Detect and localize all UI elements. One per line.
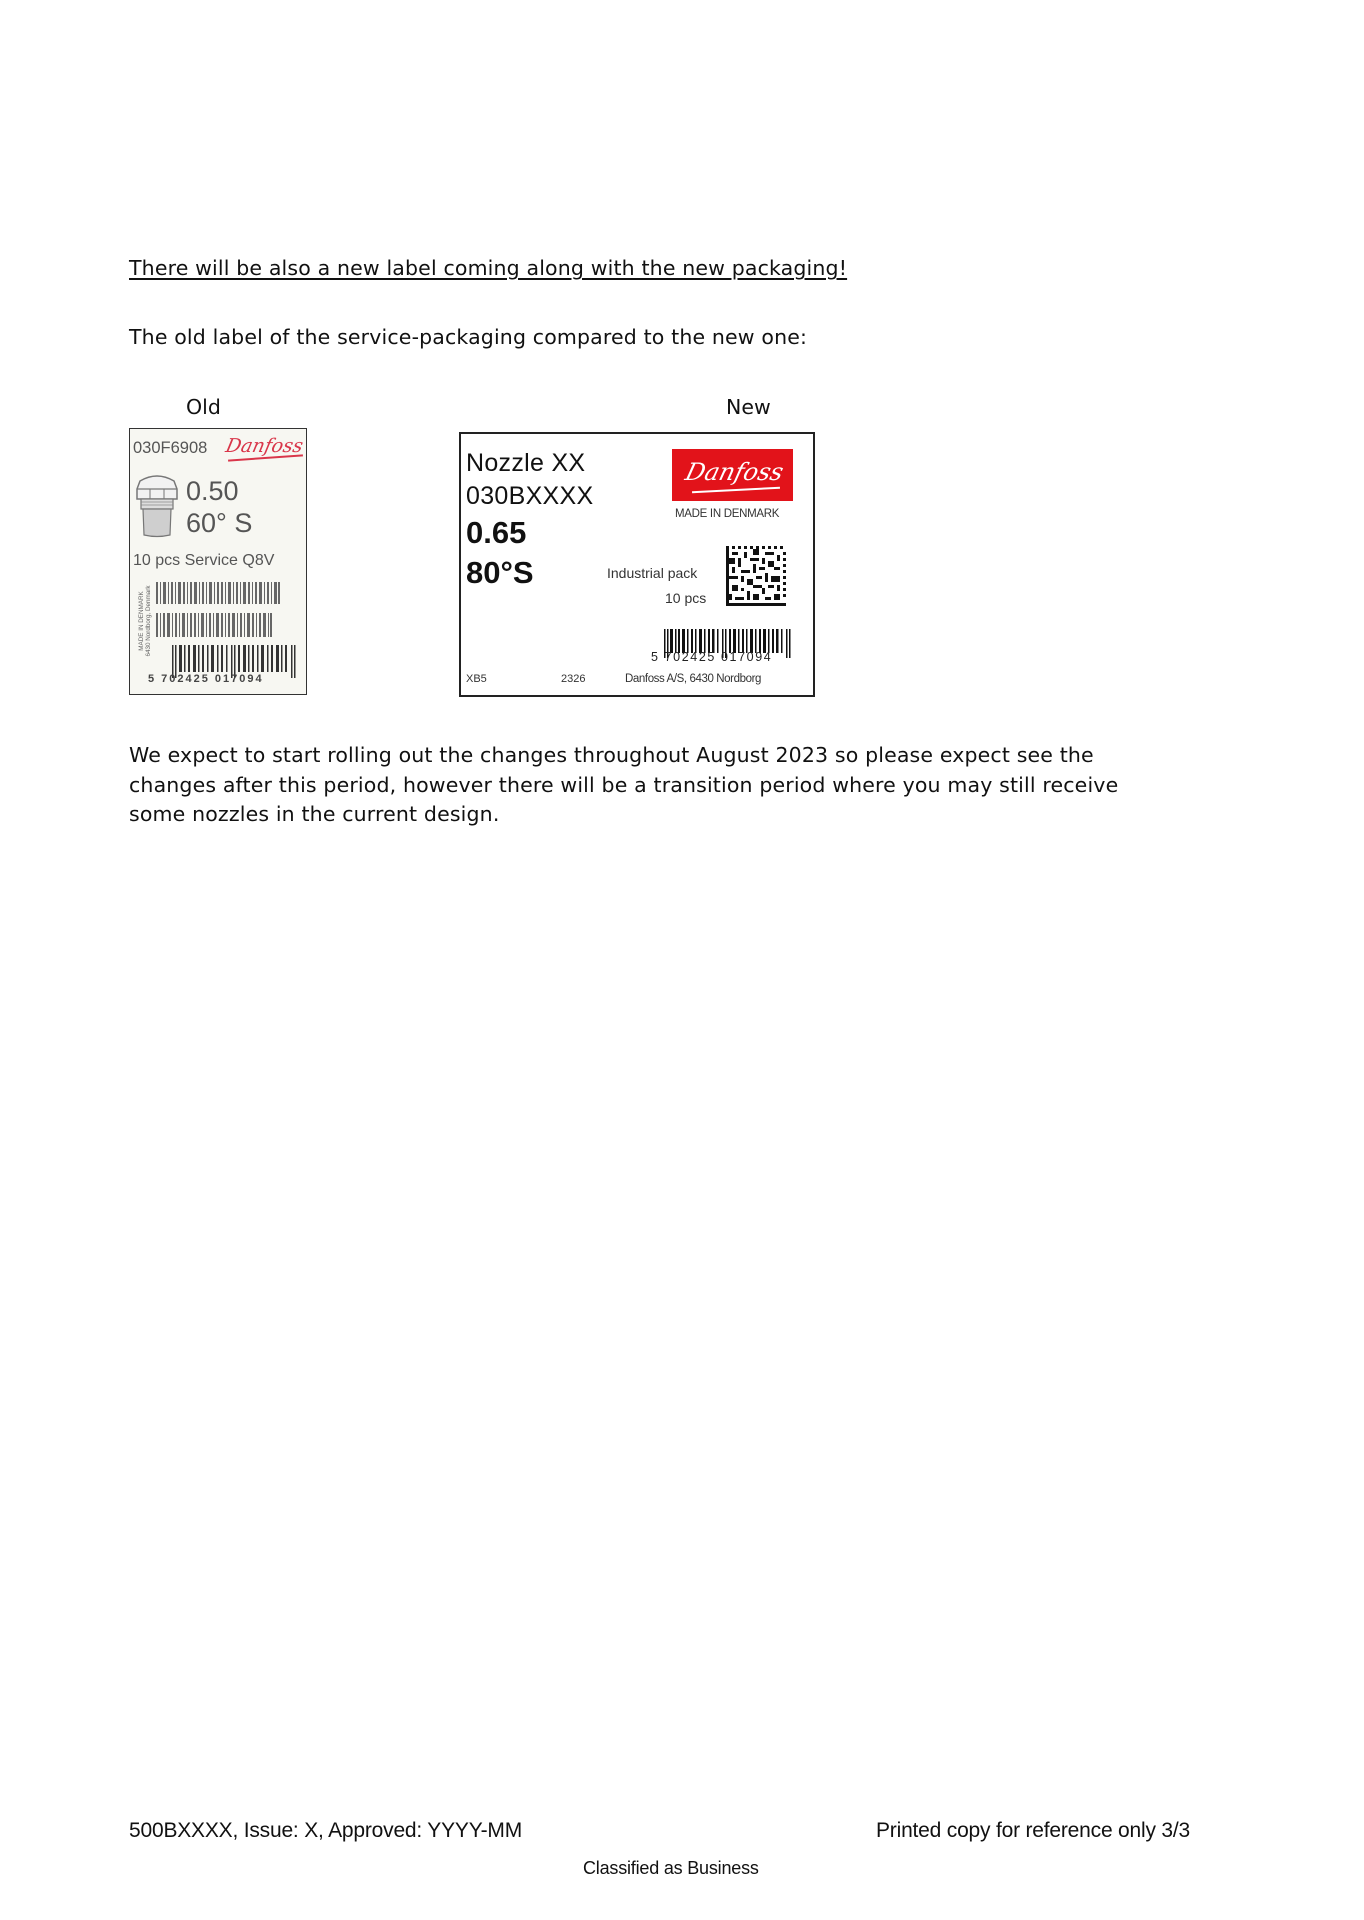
pack-quantity: 10 pcs [665, 590, 707, 606]
barcode-icon [156, 582, 280, 604]
pack-type: Industrial pack [607, 565, 698, 581]
brand-wordmark: Danfoss [682, 458, 787, 486]
barcode-icon [156, 613, 272, 637]
new-label-image [459, 432, 815, 697]
new-product-name: Nozzle XX [466, 449, 586, 477]
datamatrix-icon [726, 546, 786, 606]
danfoss-logo-new [672, 449, 793, 501]
footer-classification: Classified as Business [583, 1858, 759, 1878]
old-ean-number: 5 702425 017094 [148, 673, 264, 685]
year-week: 2326 [561, 673, 586, 685]
new-label-caption: New [726, 395, 771, 419]
old-flow-rate: 0.50 [186, 476, 239, 506]
danfoss-logo-old: Danfoss [223, 435, 306, 457]
paragraph-line: some nozzles in the current design. [129, 802, 500, 827]
new-ean-number: 5 702425 017094 [651, 650, 773, 664]
old-pack-info: 10 pcs Service Q8V [133, 552, 275, 569]
new-flow-rate: 0.65 [466, 515, 527, 550]
footer-page-note: Printed copy for reference only 3/3 [876, 1819, 1191, 1842]
new-product-code: 030BXXXX [466, 482, 594, 510]
old-vertical-origin-text [138, 566, 152, 676]
logo-swash [692, 487, 780, 494]
made-in-denmark: MADE IN DENMARK [675, 508, 780, 520]
old-product-code: 030F6908 [133, 439, 208, 457]
intro-text: The old label of the service-packaging compared to the new one: [129, 325, 808, 349]
paragraph-line: changes after this period, however there will be a transition period where you may still receive [129, 772, 1119, 797]
made-in-line: MADE IN DENMARK [138, 591, 145, 651]
label-code: XB5 [466, 673, 487, 685]
address-line: 6430 Nordborg, Denmark [145, 585, 152, 657]
old-label-caption: Old [186, 395, 221, 419]
old-label-image [129, 428, 307, 695]
old-spray-angle: 60° S [186, 508, 253, 538]
footer-doc-reference: 500BXXXX, Issue: X, Approved: YYYY-MM [129, 1819, 522, 1842]
nozzle-icon [132, 471, 182, 539]
rollout-paragraph [129, 741, 1118, 830]
section-heading: There will be also a new label coming along with the new packaging! [129, 256, 848, 280]
paragraph-line: We expect to start rolling out the changes throughout August 2023 so please expect see the [129, 743, 1094, 767]
manufacturer-address: Danfoss A/S, 6430 Nordborg [625, 673, 761, 685]
new-spray-angle: 80°S [466, 555, 534, 590]
